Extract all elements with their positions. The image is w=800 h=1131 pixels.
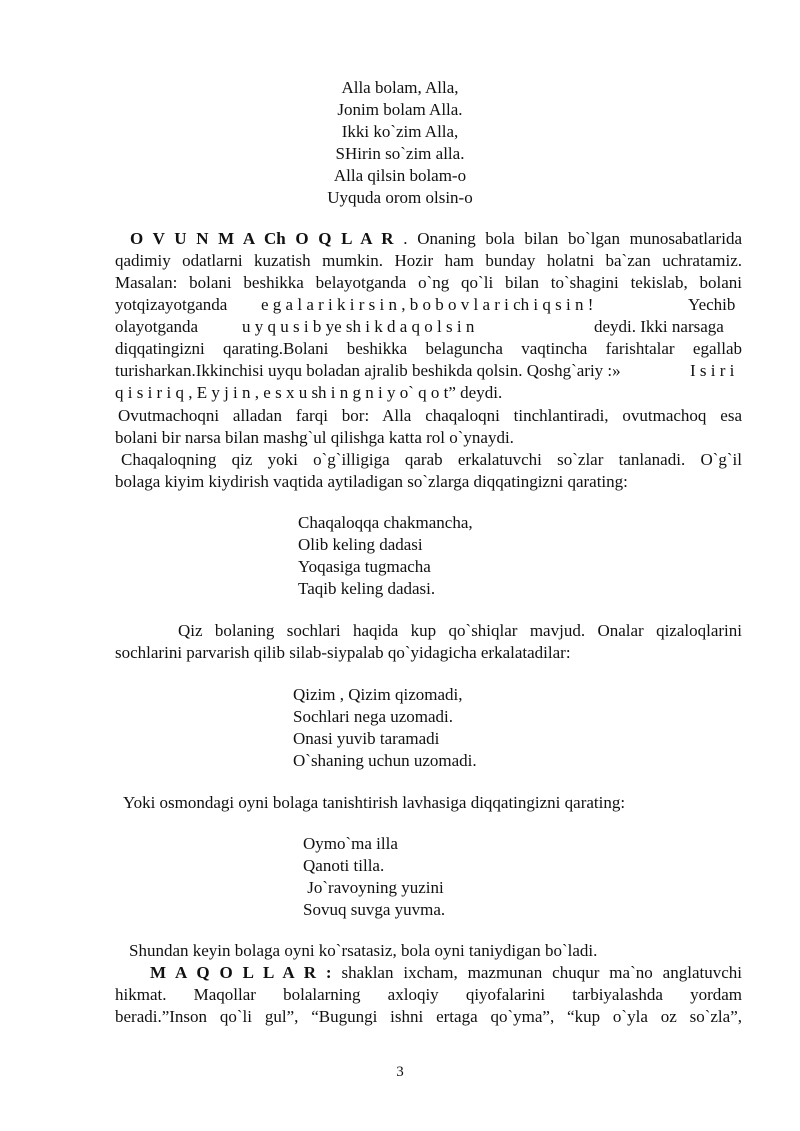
moon-intro: Yoki osmondagi oyni bolaga tanishtirish lavhasiga diqqatingizni qarating:: [123, 793, 626, 812]
paragraph-line: Masalan: bolani beshikka belayotganda o`ng qo`li bilan to`shagini tekislab, bolani: [115, 273, 742, 292]
verse-line: Alla bolam, Alla,: [341, 78, 459, 97]
verse-line: SHirin so`zim alla.: [335, 144, 465, 163]
verse-line: Alla qilsin bolam-o: [333, 166, 467, 185]
page-number: 3: [396, 1064, 404, 1080]
verse-line: Uyquda orom olsin-o: [327, 188, 473, 207]
paragraph-line: O V U N M A Ch O Q L A R . Onaning bola bilan bo`lgan munosabatlarida: [130, 229, 742, 248]
verse-line: Jo`ravoyning yuzini: [303, 878, 444, 897]
verse-line: Sochlari nega uzomadi.: [293, 707, 454, 726]
paragraph-line: turisharkan.Ikkinchisi uyqu boladan ajralib beshikda qolsin. Qoshg`ariy :»: [115, 361, 621, 380]
verse-line: Qanoti tilla.: [303, 856, 385, 875]
spaced-phrase: u y q u s i b ye sh i k d a q o l s i n: [242, 317, 475, 336]
spaced-phrase: e g a l a r i k i r s i n , b o b o v l a r i ch i q s i n !: [261, 295, 594, 314]
paragraph-line: Chaqaloqning qiz yoki o`g`illigiga qarab erkalatuvchi so`zlar tanlanadi. O`g`il: [121, 450, 742, 469]
verse-line: Qizim , Qizim qizomadi,: [293, 685, 463, 704]
paragraph-line: Yechib: [688, 295, 736, 314]
spaced-phrase: I s i r i: [690, 361, 735, 380]
paragraph-line: beradi.”Inson qo`li gul”, “Bugungi ishni ertaga qo`yma”, “kup o`yla oz so`zla”,: [115, 1007, 742, 1026]
section-heading: O V U N M A Ch O Q L A R: [130, 229, 394, 248]
paragraph-line: olayotganda: [115, 317, 199, 336]
verse-line: Ikki ko`zim Alla,: [341, 122, 459, 141]
verse-line: Taqib keling dadasi.: [298, 579, 436, 598]
verse-line: Sovuq suvga yuvma.: [303, 900, 446, 919]
paragraph-line: bolaga kiyim kiydirish vaqtida aytiladigan so`zlarga diqqatingizni qarating:: [115, 472, 628, 491]
verse-line: Yoqasiga tugmacha: [298, 557, 431, 576]
verse-line: Olib keling dadasi: [298, 535, 423, 554]
verse-line: Oymo`ma illa: [303, 834, 398, 853]
paragraph-line: q i s i r i q , E y j i n , e s x u sh i n g n i y o` q o t” deydi.: [115, 383, 503, 402]
paragraph-line: qadimiy odatlarni kuzatish mumkin. Hozir ham bunday holatni ba`zan uchratamiz.: [115, 251, 742, 270]
paragraph-line: M A Q O L L A R : shaklan ixcham, mazmunan chuqur ma`no anglatuvchi: [150, 963, 742, 982]
paragraph-line: bolani bir narsa bilan mashg`ul qilishga katta rol o`ynaydi.: [115, 428, 514, 447]
verse-line: Onasi yuvib taramadi: [293, 729, 440, 748]
paragraph-line: diqqatingizni qarating.Bolani beshikka belaguncha vaqtincha farishtalar egallab: [115, 339, 742, 358]
paragraph-line: sochlarini parvarish qilib silab-siypalab qo`yidagicha erkalatadilar:: [115, 643, 571, 662]
spaced-phrase: q i s i r i q , E y j i n , e s x u sh i n g n i y o` q o t: [115, 383, 449, 402]
verse-line: Chaqaloqqa chakmancha,: [298, 513, 473, 532]
section-heading: M A Q O L L A R :: [150, 963, 332, 982]
paragraph-line: Qiz bolaning sochlari haqida kup qo`shiqlar mavjud. Onalar qizaloqlarini: [178, 621, 742, 640]
paragraph-line: Ovutmachoqni alladan farqi bor: Alla chaqaloqni tinchlantiradi, ovutmachoq esa: [118, 406, 742, 425]
paragraph-line: deydi. Ikki narsaga: [594, 317, 724, 336]
moon-after: Shundan keyin bolaga oyni ko`rsatasiz, bola oyni taniydigan bo`ladi.: [129, 941, 598, 960]
verse-line: O`shaning uchun uzomadi.: [293, 751, 477, 770]
paragraph-line: yotqizayotganda: [115, 295, 228, 314]
paragraph-line: hikmat. Maqollar bolalarning axloqiy qiyofalarini tarbiyalashda yordam: [115, 985, 742, 1004]
verse-line: Jonim bolam Alla.: [337, 100, 463, 119]
